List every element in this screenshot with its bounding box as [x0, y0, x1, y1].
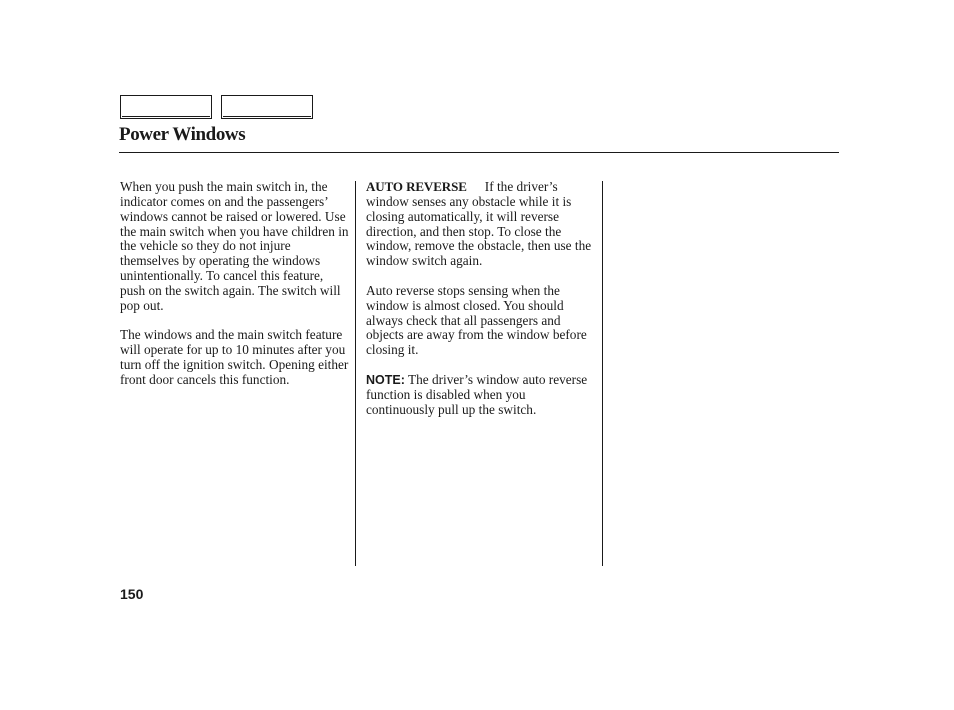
page-title: Power Windows	[119, 124, 246, 145]
auto-reverse-stop-paragraph: Auto reverse stops sensing when the window is almost closed. You should always check that all passengers and objects are away from the window before closing it.	[366, 282, 587, 358]
note-label: NOTE:	[366, 372, 405, 387]
title-divider	[119, 152, 839, 153]
auto-reverse-text: If the driver’s window senses any obstacle while it is closing automatically, it will reverse direction, and then stop. To close the window, remove the obstacle, then use the window switch again.	[366, 179, 592, 269]
nav-tab-previous[interactable]	[120, 95, 212, 119]
operation-time-paragraph: The windows and the main switch feature will operate for up to 10 minutes after you turn off the ignition switch. Opening either front door cancels this function.	[120, 327, 349, 387]
auto-reverse-heading: AUTO REVERSE	[366, 179, 467, 194]
main-switch-paragraph: When you push the main switch in, the indicator comes on and the passengers’ windows cannot be raised or lowered. Use the main switch when you have children in the vehicle so they do not injure themselves by operating the windows unintentionally. To cancel this feature, push on the switch again. The switch will pop out.	[120, 179, 349, 313]
left-column	[120, 180, 349, 403]
column-divider-right	[602, 181, 603, 566]
note-text: The driver’s window auto reverse function is disabled when you continuously pull up the switch.	[366, 371, 588, 417]
note-paragraph	[366, 373, 596, 418]
page-number: 150	[120, 586, 144, 602]
right-column	[366, 180, 596, 432]
auto-reverse-paragraph	[366, 180, 596, 269]
nav-tab-next[interactable]	[221, 95, 313, 119]
column-divider-left	[355, 181, 356, 566]
